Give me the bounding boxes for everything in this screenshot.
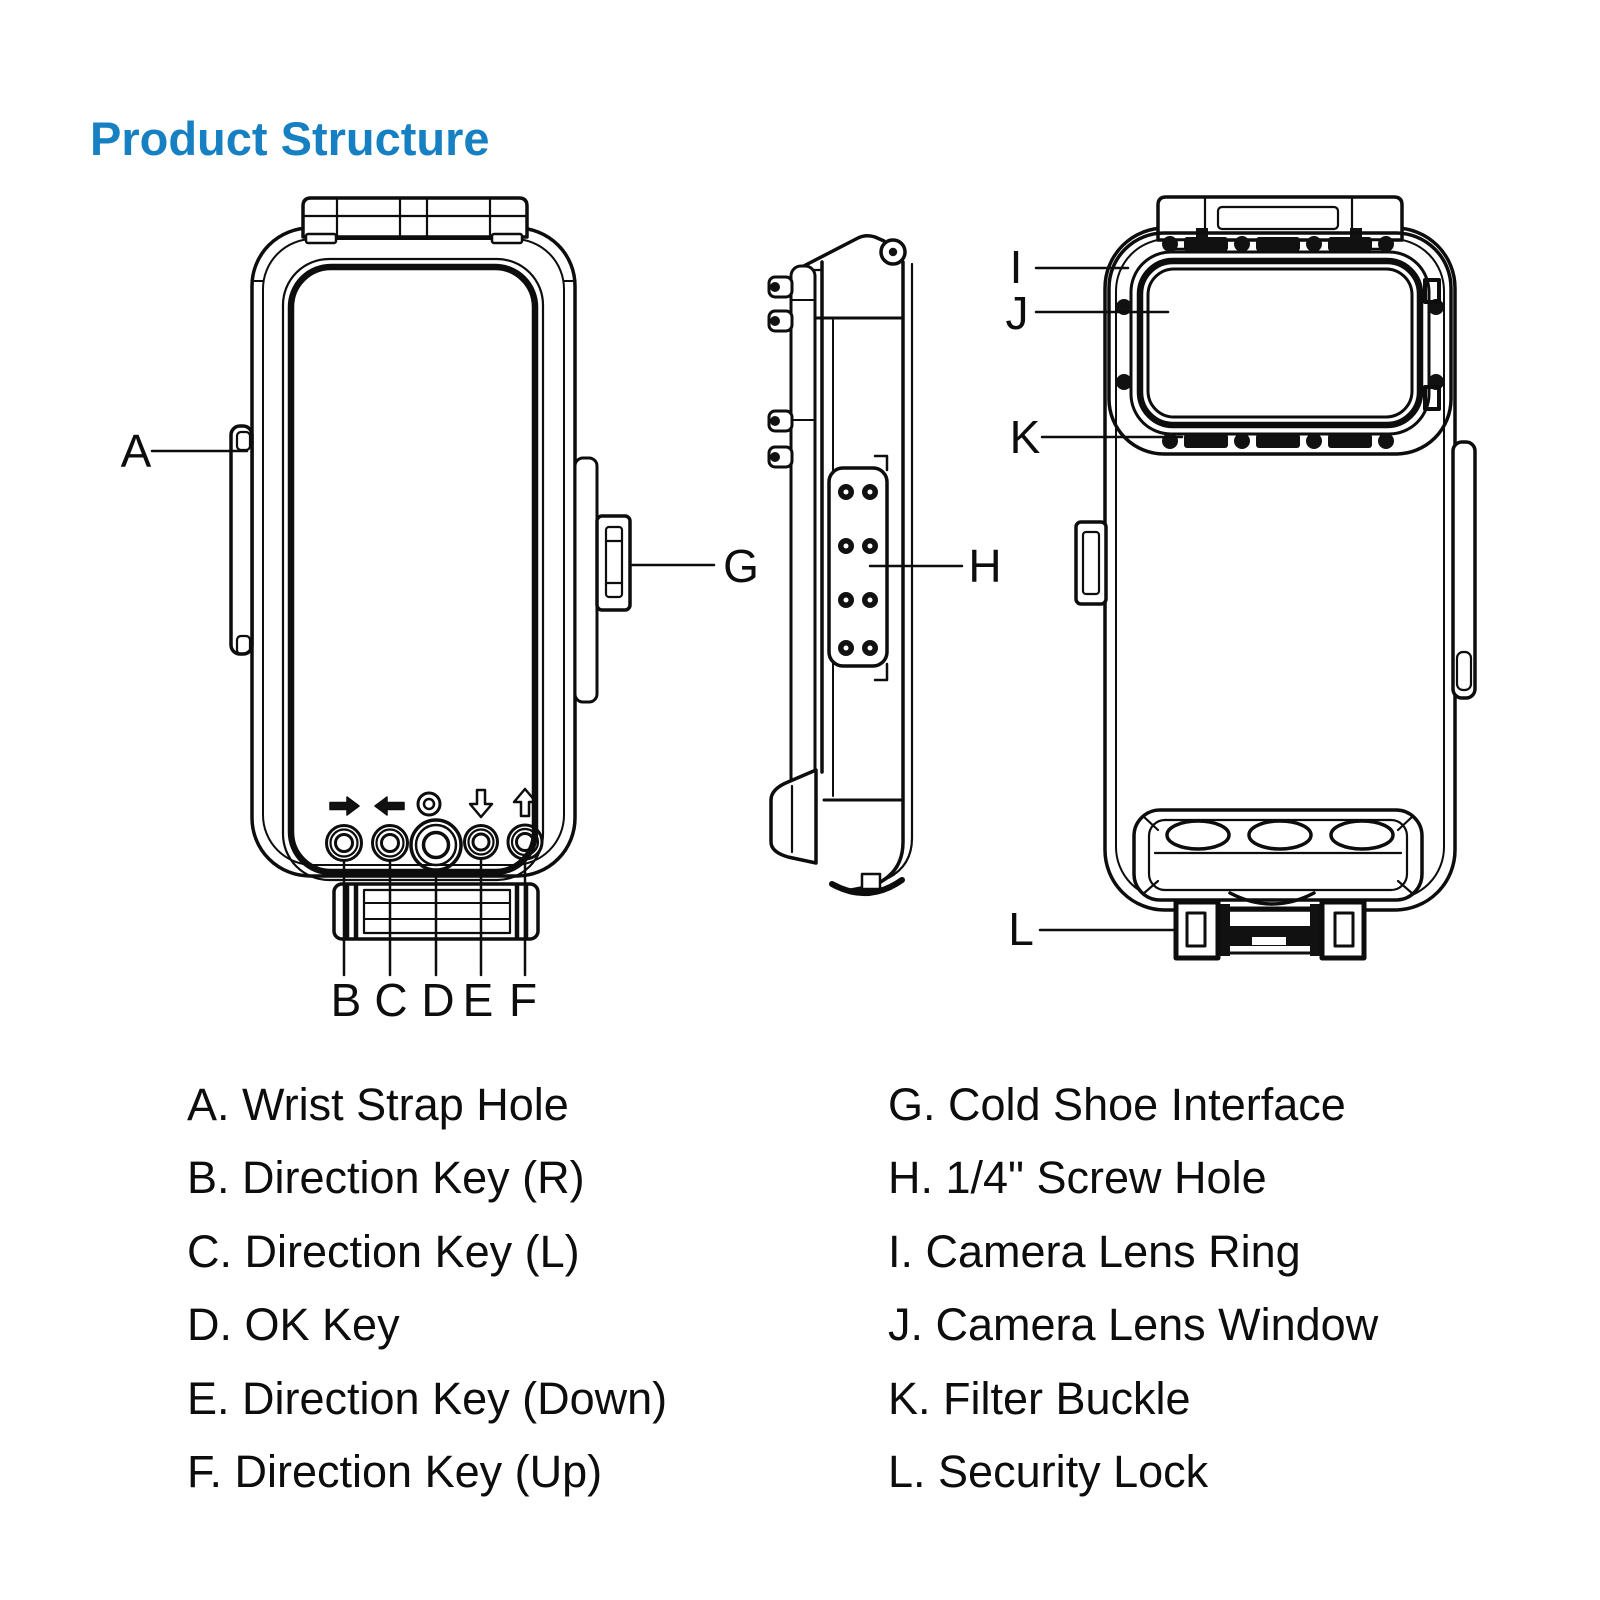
side-rail-shape — [575, 458, 597, 702]
callout-h: H — [968, 540, 1002, 592]
legend-item-k: K. Filter Buckle — [888, 1372, 1191, 1424]
direction-key-up-button — [508, 825, 542, 859]
callout-j: J — [1005, 287, 1029, 339]
record-circle-icon — [418, 793, 440, 815]
side-rail — [791, 266, 815, 800]
callout-c: C — [374, 974, 408, 1026]
bottom-grip — [1134, 810, 1422, 900]
front-view-drawing — [152, 198, 714, 975]
direction-key-down-button — [465, 826, 498, 859]
side-view-drawing — [769, 236, 962, 893]
callout-b: B — [330, 974, 362, 1026]
back-view-drawing — [1036, 197, 1475, 958]
right-arrow-icon — [330, 797, 359, 815]
callout-d: D — [421, 974, 455, 1026]
legend-item-i: I. Camera Lens Ring — [888, 1225, 1301, 1277]
legend-item-a: A. Wrist Strap Hole — [187, 1078, 569, 1130]
cold-shoe-shape — [597, 516, 630, 610]
callout-a: A — [120, 425, 152, 477]
ok-key-button — [411, 820, 461, 870]
legend-item-d: D. OK Key — [187, 1299, 400, 1351]
screen-window-seal — [291, 267, 535, 872]
callout-g: G — [723, 540, 759, 592]
legend-column-right — [888, 1068, 1378, 1509]
legend-item-e: E. Direction Key (Down) — [187, 1372, 668, 1424]
legend-item-c: C. Direction Key (L) — [187, 1225, 580, 1277]
direction-key-left-button — [373, 826, 408, 861]
legend-item-f: F. Direction Key (Up) — [187, 1446, 603, 1498]
left-arrow-icon — [375, 797, 404, 815]
legend-item-h: H. 1/4" Screw Hole — [888, 1152, 1267, 1204]
callout-f: F — [508, 974, 538, 1026]
wrist-strap-hole-shape — [231, 426, 252, 654]
legend-item-l: L. Security Lock — [888, 1446, 1209, 1498]
camera-lens-window-shape — [1148, 269, 1412, 417]
legend-column-left — [187, 1068, 667, 1509]
page-title: Product Structure — [90, 112, 490, 166]
front-top-latch — [303, 198, 527, 243]
side-latch-tabs — [769, 277, 792, 467]
callout-i: I — [1009, 241, 1023, 293]
callout-e: E — [462, 974, 494, 1026]
legend-item-b: B. Direction Key (R) — [187, 1152, 585, 1204]
screw-hole-plate — [829, 456, 887, 680]
legend-item-j: J. Camera Lens Window — [888, 1299, 1379, 1351]
camera-lens-ring-shape — [1109, 233, 1451, 454]
side-bottom-clamp — [771, 770, 816, 863]
direction-key-right-button — [327, 826, 362, 861]
back-strap-tab-shape — [1453, 442, 1475, 698]
callout-l: L — [1008, 903, 1034, 955]
back-cold-shoe-shape — [1076, 522, 1106, 604]
callout-k: K — [1009, 411, 1041, 463]
down-arrow-icon — [470, 790, 492, 817]
screen-window-outline — [283, 259, 543, 880]
legend-item-g: G. Cold Shoe Interface — [888, 1078, 1346, 1130]
